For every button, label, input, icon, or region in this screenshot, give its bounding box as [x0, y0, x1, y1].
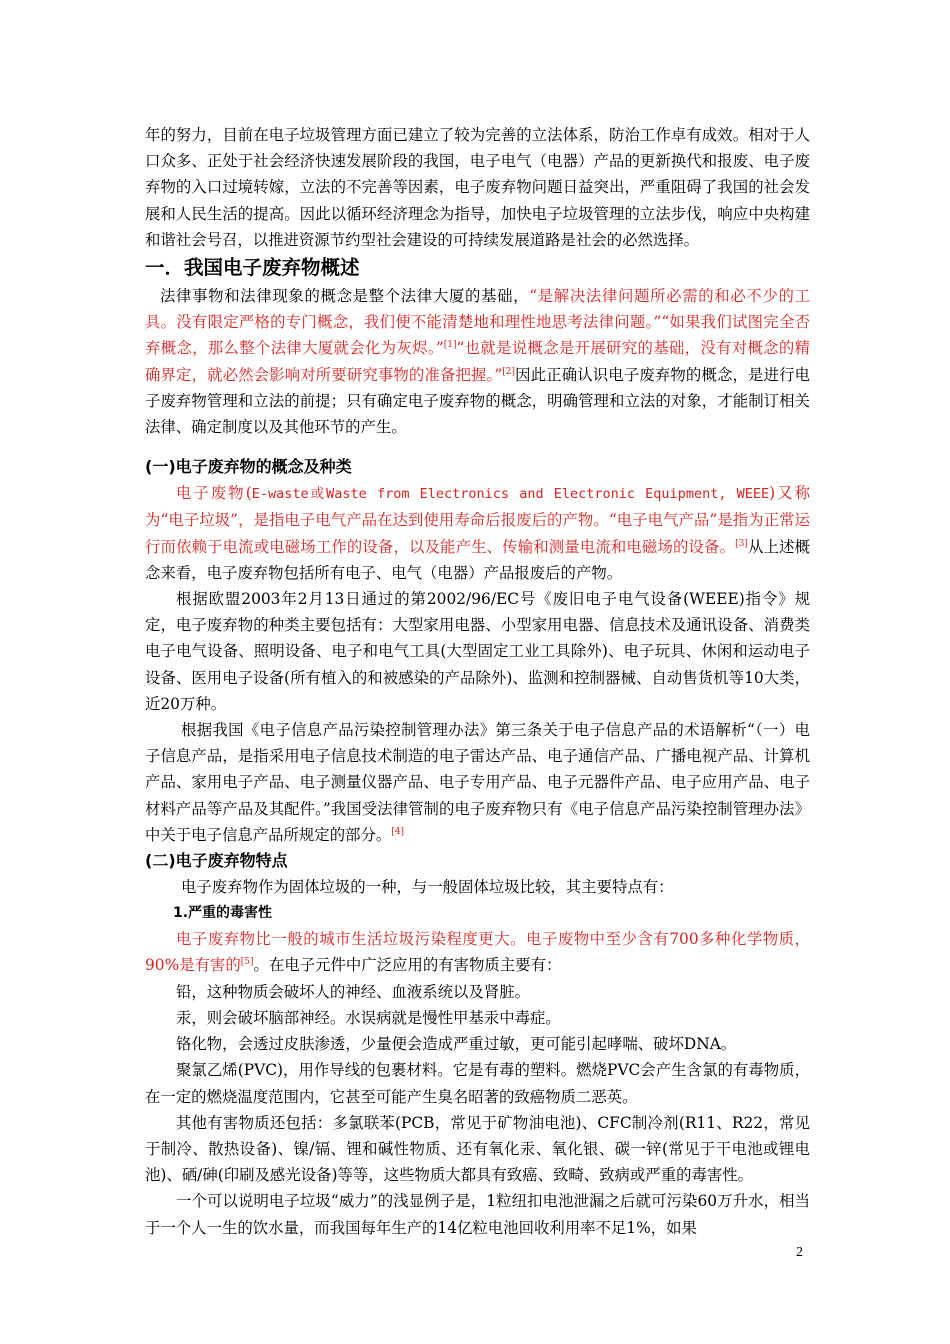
citation-3: [3]: [735, 538, 748, 549]
lead-paragraph: 铅，这种物质会破坏人的神经、血液系统以及肾脏。: [176, 982, 530, 1001]
definition-text-b: )又称为“电子垃圾”，是指电子电气产品在达到使用寿命后报废后的产物。“电子电气产品”是指为正常运行而依赖于电流或电磁场工作的设备，以及能产生、传输和测量电流和电磁场的设备。: [145, 484, 810, 556]
features-intro-paragraph: 电子废弃物作为固体垃圾的一种，与一般固体垃圾比较，其主要特点有：: [181, 878, 674, 897]
chromium-paragraph: 铬化物，会透过皮肤渗透，少量便会造成严重过敏，更可能引起哮喘、破坏DNA。: [176, 1035, 737, 1054]
subsection-heading-2: (二)电子废弃物特点: [145, 851, 288, 871]
citation-5: [5]: [240, 957, 254, 968]
mercury-paragraph: 汞，则会破坏脑部神经。水误病就是慢性甲基汞中毒症。: [176, 1008, 561, 1027]
toxicity-text: 电子废弃物比一般的城市生活垃圾污染程度更大。电子废物中至少含有700多种化学物质，90%是有害的: [145, 930, 810, 975]
concept-paragraph: [145, 283, 810, 440]
citation-4: [4]: [391, 826, 405, 837]
pvc-paragraph: 聚氯乙烯(PVC)，用作导线的包裹材料。它是有毒的塑料。燃烧PVC会产生含氯的有毒物质，在一定的燃烧温度范围内，它甚至可能产生臭名昭著的致癌物质二恶英。: [145, 1061, 810, 1106]
eu-directive-paragraph: 根据欧盟2003年2月13日通过的第2002/96/EC号《废旧电子电气设备(WEEE)指令》规定，电子废弃物的种类主要包括有：大型家用电器、小型家用电器、信息技术及通讯设备、消费类电子电气设备、照明设备、电子和电气工具(大型固定工业工具除外)、电子玩具、休闲和运动电子设备、医用电子设备(所有植入的和被感染的产品除外)、监测和控制器械、自动售货机等10大类，近20万种。: [145, 590, 810, 713]
battery-example-paragraph: 一个可以说明电子垃圾“威力”的浅显例子是，1粒纽扣电池泄漏之后就可污染60万升水，相当于一个人一生的饮水量，而我国每年生产的14亿粒电池回收利用率不足1%，如果: [145, 1192, 810, 1237]
section-heading-1: 一．我国电子废弃物概述: [145, 256, 360, 280]
concept-quote-2: “也就是说概念是开展研究的基础，没有对概念的精确界定，就必然会影响对所要研究事物的准备把握。”: [145, 339, 810, 384]
document-page: [145, 122, 810, 1241]
concept-text-b: 因此正确认识电子废弃物的概念，是进行电子废弃物管理和立法的前提；只有确定电子废弃物的概念，明确管理和立法的对象，才能制订相关法律、确定制度以及其他环节的产生。: [145, 365, 810, 437]
definition-text-a: 电子废物(: [176, 484, 252, 503]
china-regulation-paragraph: [145, 717, 810, 848]
intro-paragraph: 年的努力，目前在电子垃圾管理方面已建立了较为完善的立法体系，防治工作卓有成效。相对于人口众多、正处于社会经济快速发展阶段的我国，电子电气（电器）产品的更新换代和报废、电子废弃物的入口过境转嫁，立法的不完善等因素，电子废弃物问题日益突出，严重阻碍了我国的社会发展和人民生活的提高。因此以循环经济理念为指导，加快电子垃圾管理的立法步伐，响应中央构建和谐社会号召，以推进资源节约型社会建设的可持续发展道路是社会的必然选择。: [145, 126, 810, 249]
definition-english-term: E-waste或Waste from Electronics and Electronic Equipment, WEEE: [251, 486, 770, 503]
concept-quote-1: “是解决法律问题所必需的和必不少的工具。没有限定严格的专门概念，我们便不能清楚地和理性地思考法律问题。”“如果我们试图完全否弃概念，那么整个法律大厦就会化为灰烬。”: [145, 287, 810, 358]
subsubsection-heading-toxicity: 1.严重的毒害性: [173, 905, 273, 922]
citation-1: [1]: [443, 340, 457, 351]
other-hazards-paragraph: 其他有害物质还包括：多氯联苯(PCB，常见于矿物油电池)、CFC制冷剂(R11、R22，常见于制冷、散热设备)、镍/镉、锂和碱性物质、还有氧化汞、氧化银、碳一锌(常见于干电池或锂电池)、硒/砷(印刷及感光设备)等等，这些物质大都具有致癌、致畸、致病或严重的毒害性。: [145, 1113, 810, 1185]
china-regulation-text: 根据我国《电子信息产品污染控制管理办法》第三条关于电子信息产品的术语解析“（一）电子信息产品，是指采用电子信息技术制造的电子雷达产品、电子通信产品、广播电视产品、计算机产品、家用电子产品、电子测量仪器产品、电子专用产品、电子元器件产品、电子应用产品、电子材料产品等产品及其配件。”我国受法律管制的电子废弃物只有《电子信息产品污染控制管理办法》中关于电子信息产品所规定的部分。: [145, 721, 810, 844]
definition-tail: 从上述概念来看，电子废弃物包括所有电子、电气（电器）产品报废后的产物。: [145, 537, 810, 582]
toxicity-tail: 。在电子元件中广泛应用的有害物质主要有：: [253, 956, 562, 975]
toxicity-paragraph: [145, 926, 810, 978]
concept-text-a: 法律事物和法律现象的概念是整个法律大厦的基础，: [160, 287, 530, 306]
subsection-heading-1: (一)电子废弃物的概念及种类: [145, 457, 352, 477]
citation-2: [2]: [502, 366, 516, 377]
definition-paragraph: [145, 480, 810, 586]
page-number: 2: [796, 1245, 803, 1260]
